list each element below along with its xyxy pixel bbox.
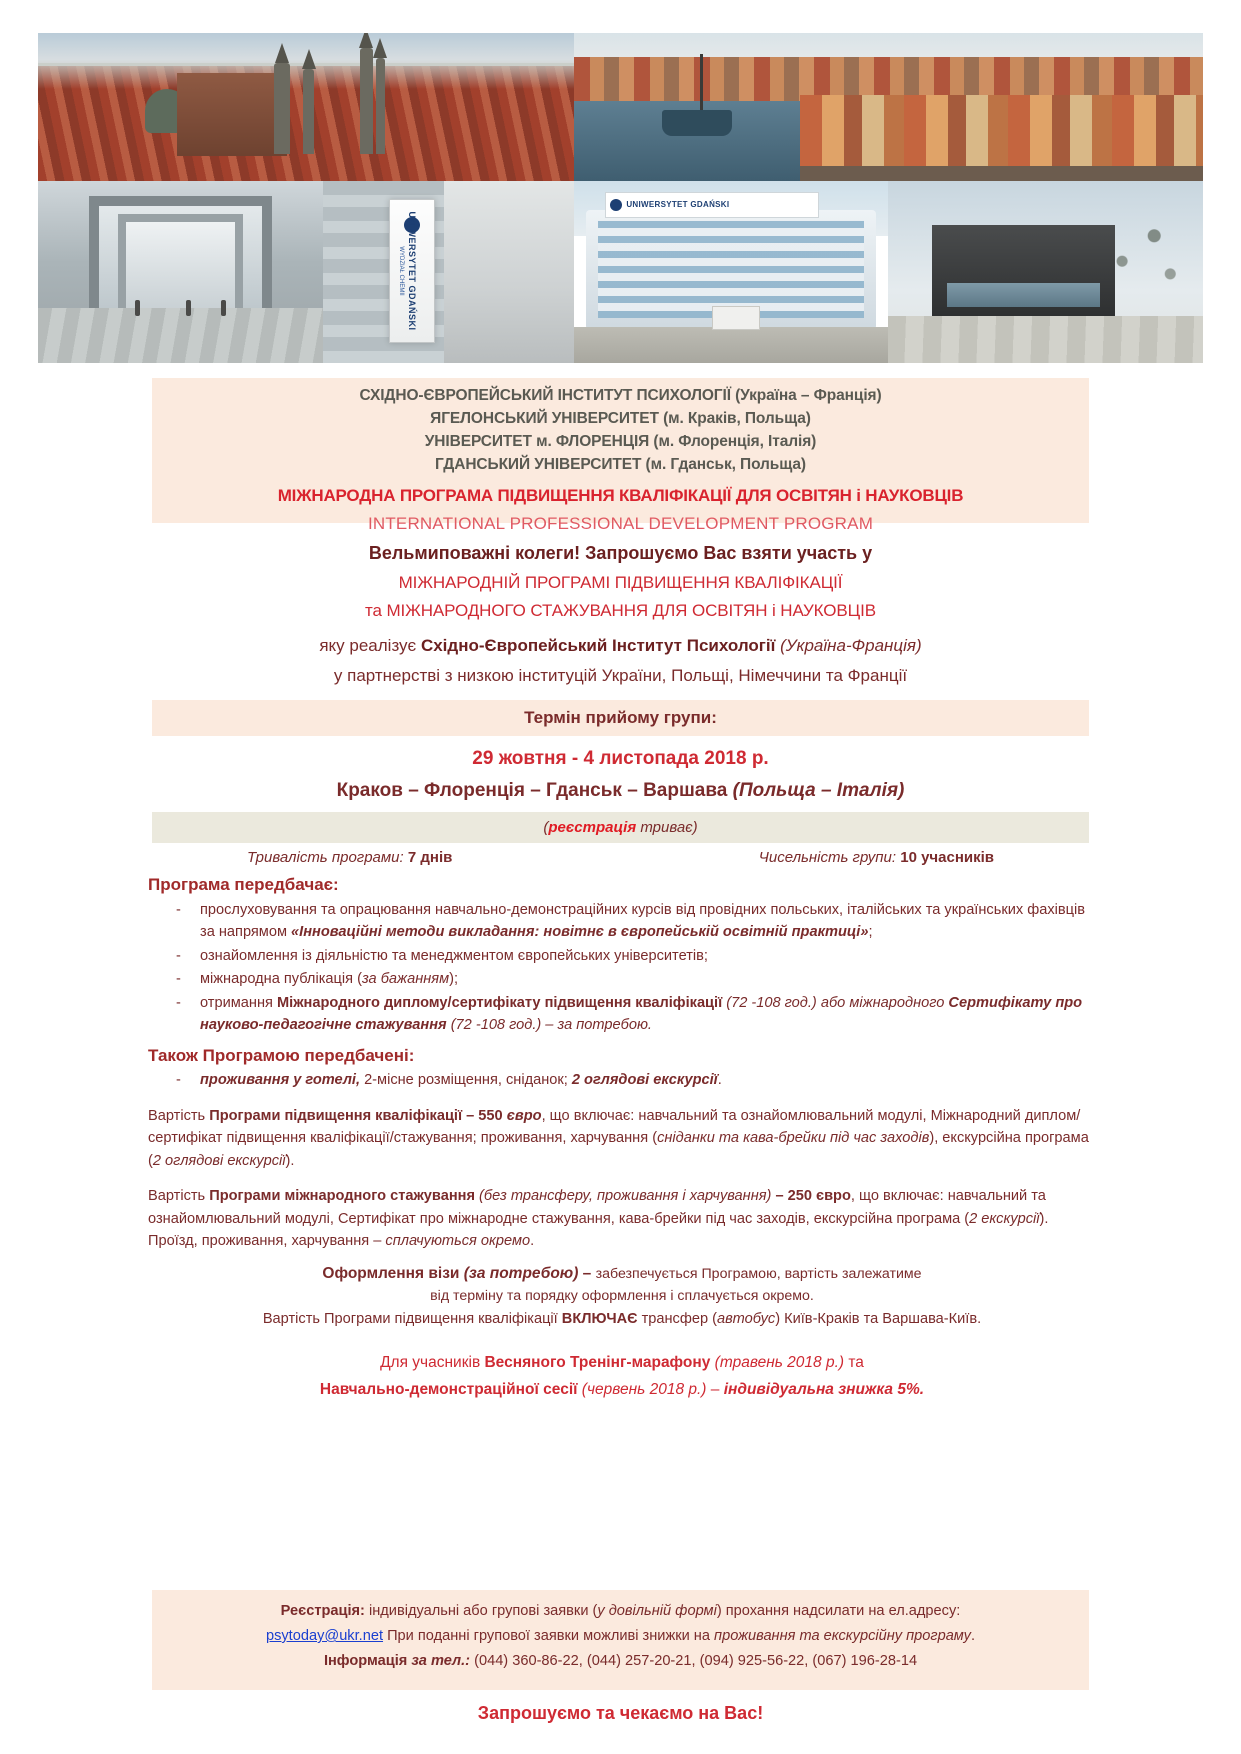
program-duration xyxy=(247,845,452,871)
also-includes-heading: Також Програмою передбачені: xyxy=(148,1045,415,1065)
item-emphasis: Сертифікату про науково-педагогічне стажування xyxy=(200,994,1083,1033)
invitation-realizer xyxy=(152,631,1089,661)
also-includes-list xyxy=(148,1069,1096,1092)
visa-line xyxy=(148,1263,1096,1285)
item-text: міжнародна публікація ( xyxy=(200,971,362,987)
window-strip xyxy=(947,283,1100,307)
price-body-1: , що включає: навчальний та ознайомлювальний модулі, Сертифікат про міжнародне стажування, кава-брейки під час заходів, екскурсійна програма ( xyxy=(148,1188,1046,1227)
price-body-1: , що включає: навчальний та ознайомлювальний модулі, Міжнародний диплом/сертифікат підвищення кваліфікації/стажування; проживання, харчування ( xyxy=(148,1107,1081,1146)
church-tower xyxy=(303,69,314,155)
organizer-line-4: ГДАНСЬКИЙ УНІВЕРСИТЕТ (м. Гданськ, Польща) xyxy=(435,456,806,473)
price-italic-1: сніданки та кава-брейки під час заходів xyxy=(657,1130,930,1146)
duration-value: 7 днів xyxy=(407,849,453,866)
registration-email-line xyxy=(174,1624,1067,1649)
banner-subtitle: WYDZIAŁ CHEMII xyxy=(397,246,404,296)
term-band xyxy=(152,700,1089,736)
discount-line-1 xyxy=(148,1349,1096,1376)
pedestrian xyxy=(186,300,191,316)
discount-block xyxy=(148,1349,1096,1403)
tree-branches xyxy=(1090,185,1197,312)
discount-value: індивідуальна знижка 5%. xyxy=(723,1380,925,1398)
discount-dash: – xyxy=(706,1380,724,1398)
item-tail: . xyxy=(717,1072,722,1088)
university-logo-icon xyxy=(610,199,622,211)
discount-event-2: Навчально-демонстраційної сесії xyxy=(319,1380,578,1398)
program-title-en: INTERNATIONAL PROFESSIONAL DEVELOPMENT PROGRAM xyxy=(367,514,874,533)
registration-footer-band xyxy=(152,1590,1089,1690)
tent xyxy=(712,306,760,330)
term-band-label: Термін прийому групи: xyxy=(524,708,717,727)
museum-block xyxy=(932,225,1114,316)
window-bands xyxy=(598,220,864,319)
organizer-line-3: УНІВЕРСИТЕТ м. ФЛОРЕНЦІЯ (м. Флоренція, Італія) xyxy=(424,433,817,450)
invitation-block xyxy=(152,538,1089,691)
building-sign-text: UNIWERSYTET GDAŃSKI xyxy=(626,200,730,210)
phone-numbers: (044) 360-86-22, (044) 257-20-21, (094) 925-56-22, (067) 196-28-14 xyxy=(470,1653,918,1669)
invitation-program-line-1: МІЖНАРОДНІЙ ПРОГРАМІ ПІДВИЩЕННЯ КВАЛІФІКАЦІЇ xyxy=(398,573,843,592)
paving xyxy=(38,308,323,363)
transfer-text-3: ) Київ-Краків та Варшава-Київ. xyxy=(775,1310,982,1327)
photo-university-gdansk-banner xyxy=(323,181,573,363)
registration-text-1: індивідуальні або групові заявки ( xyxy=(364,1603,598,1619)
price-italic-1: 2 екскурсії xyxy=(969,1210,1040,1227)
paren-open: ( xyxy=(543,819,549,836)
photo-university-glass-corridor xyxy=(38,181,323,363)
invitation-greeting: Вельмиповажні колеги! Запрошуємо Вас взяти участь у xyxy=(368,543,873,563)
transfer-includes: ВКЛЮЧАЄ xyxy=(561,1310,638,1327)
registration-label: Реєстрація: xyxy=(280,1603,365,1619)
dates-block xyxy=(152,743,1089,807)
price-italic-2: 2 оглядові екскурсії xyxy=(152,1152,286,1169)
phone-label: за тел.: xyxy=(411,1653,471,1669)
program-includes-list xyxy=(148,899,1096,1037)
program-meta-row xyxy=(152,845,1089,871)
visa-label: Оформлення візи xyxy=(322,1264,464,1282)
pedestrian xyxy=(135,300,140,316)
list-item xyxy=(200,945,1096,968)
ship-hull xyxy=(662,110,732,136)
quay-houses xyxy=(800,95,1203,181)
discount-line-2 xyxy=(148,1376,1096,1403)
group-value: 10 учасників xyxy=(900,849,994,866)
collage-row-top xyxy=(38,33,1203,181)
photo-gdansk-waterfront xyxy=(574,33,1203,181)
list-item xyxy=(200,899,1096,944)
church-tower xyxy=(360,48,373,155)
item-bold: Міжнародного диплому/сертифікату підвищення кваліфікації xyxy=(276,994,723,1011)
organizer-line-2: ЯГЕЛОНСЬКИЙ УНІВЕРСИТЕТ (м. Краків, Польща) xyxy=(430,410,811,427)
invitation-program-line-2: та МІЖНАРОДНОГО СТАЖУВАННЯ ДЛЯ ОСВІТЯН і НАУКОВЦІВ xyxy=(364,601,876,620)
realizer-prefix: яку реалізує xyxy=(319,636,421,655)
pedestrian xyxy=(221,300,226,316)
collage-row-bottom xyxy=(38,181,1203,363)
item-italic-2: (72 -108 год.) – за потребою. xyxy=(446,1017,652,1033)
price-note: (без трансферу, проживання і харчування) xyxy=(474,1188,772,1204)
info-label: Інформація xyxy=(323,1653,412,1669)
transfer-text-1: Вартість Програми підвищення кваліфікації xyxy=(262,1310,562,1327)
visa-text: забезпечується Програмою, вартість залежатиме xyxy=(595,1265,922,1282)
discount-date-2: (червень 2018 р.) xyxy=(577,1380,707,1398)
main-content xyxy=(148,870,1096,1403)
price-internship-paragraph xyxy=(148,1185,1096,1253)
visa-dash: – xyxy=(578,1264,596,1282)
item-text: отримання xyxy=(200,994,277,1011)
price-qualification-paragraph xyxy=(148,1105,1096,1173)
organizer-line-1: СХІДНО-ЄВРОПЕЙСЬКИЙ ІНСТИТУТ ПСИХОЛОГІЇ (Україна – Франція) xyxy=(359,387,882,404)
route-countries: (Польща – Італія) xyxy=(732,780,905,801)
item-emphasis: за бажанням xyxy=(361,971,450,987)
list-item xyxy=(200,992,1096,1037)
photo-gdansk-old-town-aerial xyxy=(38,33,574,181)
registration-suffix: триває) xyxy=(636,819,698,836)
registration-discount-note: проживання та екскурсійну програму xyxy=(714,1628,971,1644)
price-lead: Вартість xyxy=(148,1107,210,1124)
realizer-countries: (Україна-Франція) xyxy=(775,636,922,655)
visa-note: (за потребою) xyxy=(463,1264,579,1282)
organizers-band xyxy=(152,378,1089,533)
price-lead: Вартість xyxy=(148,1188,210,1204)
vertical-banner xyxy=(389,199,435,343)
price-title: Програми міжнародного стажування xyxy=(209,1188,475,1204)
price-value: – 250 євро xyxy=(771,1188,851,1204)
photo-modern-museum-block xyxy=(888,181,1203,363)
registration-text-4: . xyxy=(970,1628,976,1644)
transfer-line xyxy=(148,1307,1096,1331)
program-dates: 29 жовтня - 4 листопада 2018 р. xyxy=(472,748,769,769)
registration-text-2: ) прохання надсилати на ел.адресу: xyxy=(716,1603,961,1619)
registration-status-band xyxy=(152,812,1089,843)
duration-label: Тривалість програми: xyxy=(247,849,408,866)
realizer-institute: Східно-Європейський Інститут Психології xyxy=(420,636,776,655)
program-includes-heading: Програма передбачає: xyxy=(148,875,339,894)
transfer-mode: автобус xyxy=(717,1310,776,1327)
banner-title: UNIWERSYTET GDAŃSKI xyxy=(406,211,417,331)
discount-date-1: (травень 2018 р.) xyxy=(710,1353,845,1371)
discount-text: Для учасників xyxy=(380,1353,485,1371)
registration-text-3: При поданні групової заявки можливі знижки на xyxy=(383,1628,715,1644)
item-text: 2-місне розміщення, сніданок; xyxy=(360,1072,572,1088)
photo-collage xyxy=(38,33,1203,363)
invitation-partners: у партнерстві з низкою інституцій України, Польщі, Німеччини та Франції xyxy=(333,666,908,685)
price-currency: євро xyxy=(506,1107,542,1124)
registration-word: реєстрація xyxy=(548,819,637,836)
program-title-ua: МІЖНАРОДНА ПРОГРАМА ПІДВИЩЕННЯ КВАЛІФІКАЦІЇ ДЛЯ ОСВІТЯН і НАУКОВЦІВ xyxy=(277,486,964,505)
item-text: прослуховування та опрацювання навчально-демонстраційних курсів від провідних польських, італійських та українських фахівців за напрямом xyxy=(200,901,1085,940)
plaza-paving xyxy=(888,316,1203,363)
group-size xyxy=(759,845,994,871)
group-label: Чисельність групи: xyxy=(758,849,901,866)
discount-conj: та xyxy=(844,1353,864,1371)
ground xyxy=(574,327,889,363)
price-body-2: ). Проїзд, проживання, харчування – xyxy=(148,1210,1049,1249)
price-body-3: . xyxy=(530,1233,535,1249)
registration-instructions xyxy=(174,1599,1067,1624)
item-emphasis: «Інноваційні методи викладання: новітнє в європейській освітній практиці» xyxy=(291,924,869,940)
visa-line-2: від терміну та порядку оформлення і сплачується окремо. xyxy=(430,1287,814,1304)
list-item xyxy=(200,1069,1096,1092)
church-tower xyxy=(376,58,385,154)
photo-university-gdansk-building xyxy=(574,181,889,363)
price-body-2: ), екскурсійна програма ( xyxy=(148,1130,1089,1169)
item-emphasis-2: 2 оглядові екскурсії xyxy=(571,1072,718,1088)
registration-status xyxy=(543,819,697,836)
list-item xyxy=(200,968,1096,991)
registration-email-link[interactable]: psytoday@ukr.net xyxy=(265,1628,384,1644)
closing-line: Запрошуємо та чекаємо на Вас! xyxy=(477,1703,764,1723)
price-body-3: ). xyxy=(285,1152,295,1169)
program-route xyxy=(152,775,1089,807)
price-title: Програми підвищення кваліфікації – 550 xyxy=(209,1107,507,1124)
item-tail: ); xyxy=(449,971,458,987)
item-emphasis: проживання у готелі, xyxy=(200,1072,361,1088)
price-italic-2: сплачуються окремо xyxy=(385,1233,531,1249)
item-text: ознайомлення із діяльністю та менеджментом європейських університетів; xyxy=(200,947,708,964)
building-sign xyxy=(605,192,819,218)
discount-event-1: Весняного Тренінг-марафону xyxy=(484,1353,711,1371)
church-body xyxy=(177,73,287,156)
route-cities: Краков – Флоренція – Гданськ – Варшава xyxy=(336,780,733,801)
item-tail: ; xyxy=(868,924,873,940)
registration-form-note: у довільній формі xyxy=(597,1603,717,1619)
contact-info-line xyxy=(174,1649,1067,1674)
church-tower xyxy=(274,63,290,155)
transfer-text-2: трансфер ( xyxy=(637,1310,718,1327)
item-italic-1: (72 -108 год.) або міжнародного xyxy=(722,994,949,1011)
